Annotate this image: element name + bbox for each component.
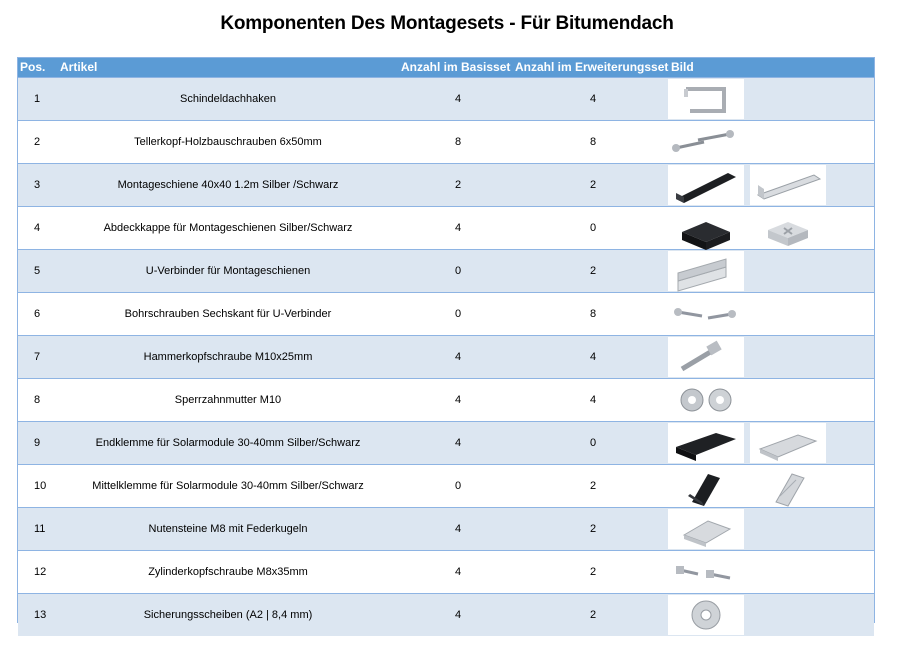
table-row <box>18 594 874 636</box>
header-artikel: Artikel <box>60 60 98 74</box>
row-images <box>668 165 826 205</box>
table-body <box>18 78 874 636</box>
row-pos: 2 <box>34 136 41 148</box>
black-end-clamp-image <box>668 423 744 463</box>
row-erweiterung-count: 2 <box>589 609 597 621</box>
slot-nut-image <box>668 509 744 549</box>
row-erweiterung-count: 8 <box>589 136 597 148</box>
hammer-head-bolt-image <box>668 337 744 377</box>
lock-washer-image <box>668 595 744 635</box>
row-basis-count: 0 <box>454 308 462 320</box>
silver-end-cap-image <box>750 208 826 248</box>
wood-screws-image <box>668 122 744 162</box>
row-pos: 4 <box>34 222 41 234</box>
row-basis-count: 4 <box>454 222 462 234</box>
row-pos: 6 <box>34 308 41 320</box>
row-images <box>668 79 744 119</box>
header-erweiterung: Anzahl im Erweiterungsset <box>515 60 669 74</box>
table-row <box>18 551 874 594</box>
table-row <box>18 379 874 422</box>
row-pos: 1 <box>34 93 41 105</box>
row-artikel: Schindeldachhaken <box>179 93 277 105</box>
silver-mid-clamp-image <box>750 466 826 506</box>
table-row <box>18 422 874 465</box>
silver-end-clamp-image <box>750 423 826 463</box>
row-basis-count: 0 <box>454 265 462 277</box>
row-erweiterung-count: 8 <box>589 308 597 320</box>
row-pos: 8 <box>34 394 41 406</box>
silver-rail-image <box>750 165 826 205</box>
row-images <box>668 337 744 377</box>
row-pos: 12 <box>34 566 47 578</box>
row-artikel: U-Verbinder für Montageschienen <box>145 265 311 277</box>
row-artikel: Bohrschrauben Sechskant für U-Verbinder <box>124 308 332 320</box>
black-end-cap-image <box>668 208 744 248</box>
row-images <box>668 208 826 248</box>
row-basis-count: 4 <box>454 437 462 449</box>
roof-hook-image <box>668 79 744 119</box>
u-connector-image <box>668 251 744 291</box>
header-pos: Pos. <box>20 60 46 74</box>
row-basis-count: 8 <box>454 136 462 148</box>
row-basis-count: 2 <box>454 179 462 191</box>
black-mid-clamp-image <box>668 466 744 506</box>
row-images <box>668 423 826 463</box>
row-images <box>668 380 744 420</box>
row-artikel: Endklemme für Solarmodule 30-40mm Silber/Schwarz <box>95 437 361 449</box>
row-erweiterung-count: 4 <box>589 351 597 363</box>
row-basis-count: 0 <box>454 480 462 492</box>
components-table <box>17 57 875 623</box>
row-erweiterung-count: 2 <box>589 523 597 535</box>
row-images <box>668 122 744 162</box>
row-pos: 13 <box>34 609 47 621</box>
row-erweiterung-count: 0 <box>589 222 597 234</box>
row-images <box>668 595 744 635</box>
row-pos: 10 <box>34 480 47 492</box>
row-pos: 11 <box>34 523 46 535</box>
row-erweiterung-count: 0 <box>589 437 597 449</box>
table-header <box>18 58 874 78</box>
row-images <box>668 552 744 592</box>
table-row <box>18 207 874 250</box>
row-pos: 3 <box>34 179 41 191</box>
table-row <box>18 293 874 336</box>
table-row <box>18 465 874 508</box>
black-rail-image <box>668 165 744 205</box>
row-erweiterung-count: 2 <box>589 480 597 492</box>
table-row <box>18 121 874 164</box>
row-images <box>668 251 744 291</box>
row-artikel: Zylinderkopfschraube M8x35mm <box>148 566 308 578</box>
row-artikel: Hammerkopfschraube M10x25mm <box>143 351 313 363</box>
row-basis-count: 4 <box>454 394 462 406</box>
row-erweiterung-count: 4 <box>589 394 597 406</box>
row-erweiterung-count: 2 <box>589 566 597 578</box>
row-artikel: Mittelklemme für Solarmodule 30-40mm Silber/Schwarz <box>92 480 364 492</box>
row-basis-count: 4 <box>454 609 462 621</box>
row-artikel: Nutensteine M8 mit Federkugeln <box>148 523 308 535</box>
table-row <box>18 164 874 207</box>
row-erweiterung-count: 4 <box>589 93 597 105</box>
row-artikel: Sperrzahnmutter M10 <box>174 394 282 406</box>
table-row <box>18 78 874 121</box>
table-row <box>18 508 874 551</box>
cylinder-head-screws-image <box>668 552 744 592</box>
row-artikel: Sicherungsscheiben (A2 | 8,4 mm) <box>143 609 313 621</box>
row-pos: 7 <box>34 351 41 363</box>
flange-nuts-image <box>668 380 744 420</box>
row-artikel: Abdeckkappe für Montageschienen Silber/Schwarz <box>103 222 353 234</box>
row-pos: 5 <box>34 265 41 277</box>
row-artikel: Tellerkopf-Holzbauschrauben 6x50mm <box>134 136 322 148</box>
page-title: Komponenten Des Montagesets - Für Bitumendach <box>220 13 674 34</box>
row-pos: 9 <box>34 437 41 449</box>
row-basis-count: 4 <box>454 566 462 578</box>
row-images <box>668 466 826 506</box>
drill-screws-image <box>668 294 744 334</box>
header-basis: Anzahl im Basisset <box>401 60 511 74</box>
row-erweiterung-count: 2 <box>589 179 597 191</box>
row-images <box>668 509 744 549</box>
row-images <box>668 294 744 334</box>
row-basis-count: 4 <box>454 93 462 105</box>
table-row <box>18 250 874 293</box>
header-bild: Bild <box>671 60 694 74</box>
row-basis-count: 4 <box>454 523 462 535</box>
row-basis-count: 4 <box>454 351 462 363</box>
table-row <box>18 336 874 379</box>
row-artikel: Montageschiene 40x40 1.2m Silber /Schwarz <box>117 179 339 191</box>
row-erweiterung-count: 2 <box>589 265 597 277</box>
